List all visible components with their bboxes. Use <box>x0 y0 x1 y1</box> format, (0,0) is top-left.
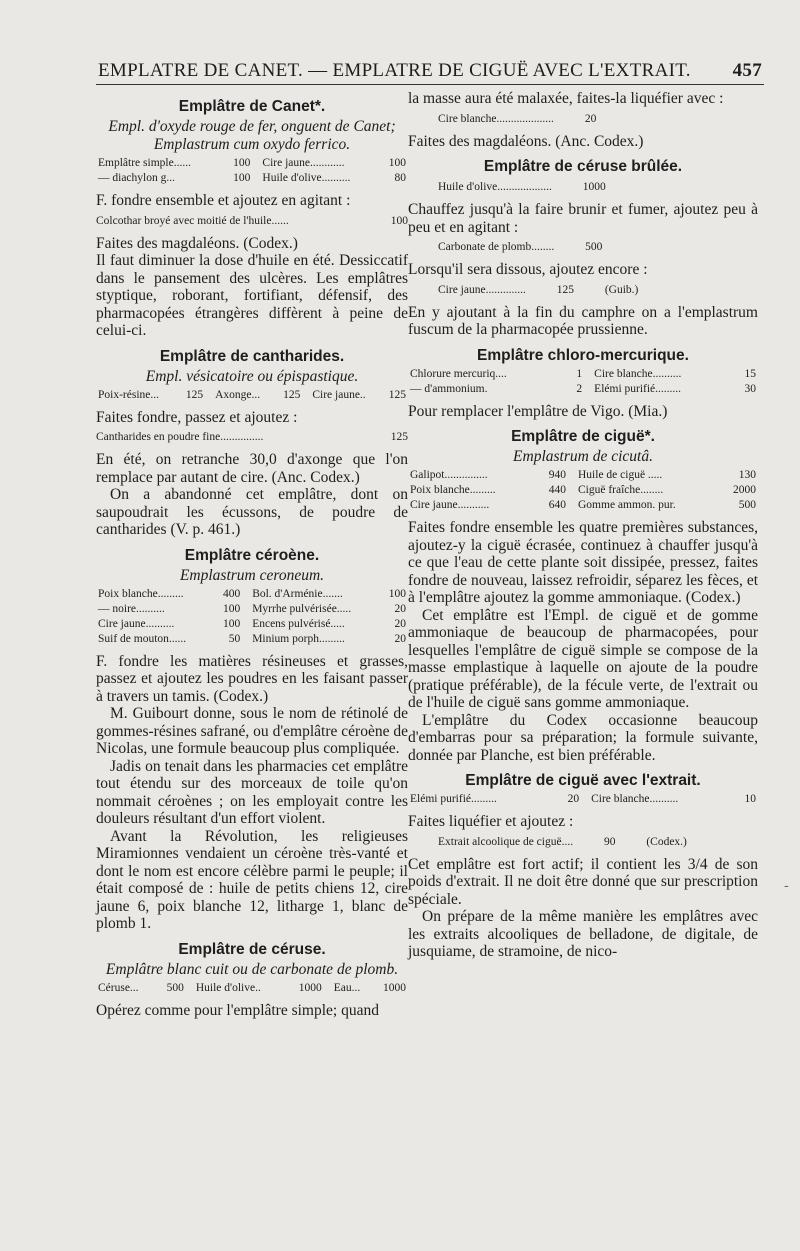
recipe-row <box>408 498 758 513</box>
quantity: 100 <box>233 172 251 184</box>
quantity: 500 <box>166 981 184 994</box>
canet-recipe <box>96 156 408 186</box>
quantity: 130 <box>738 469 756 481</box>
ingredient: Cire blanche.......... <box>591 793 679 805</box>
ingredient: Encens pulvérisé..... <box>252 617 345 630</box>
quantity: 940 <box>548 469 566 481</box>
ingredient: Huile d'olive................... <box>438 181 552 193</box>
quantity: 80 <box>394 172 406 184</box>
quantity: 100 <box>222 617 241 630</box>
quantity: 100 <box>388 157 406 169</box>
left-column <box>96 90 408 1019</box>
ingredient: Huile d'olive.......... <box>262 172 351 184</box>
ingredient: Poix blanche......... <box>410 484 496 496</box>
source-ref: (Guib.) <box>604 283 639 296</box>
recipe-row <box>96 156 408 171</box>
section-title-canet: Emplâtre de Canet*. <box>178 98 326 115</box>
quantity: 400 <box>222 587 241 600</box>
recipe-row <box>96 981 408 996</box>
recipe-row <box>408 468 758 483</box>
paragraph: L'emplâtre du Codex occasionne beaucoup d'embarras pour sa préparation; la formule suivante, donnée par Planche, est bien préférable. <box>408 711 758 764</box>
paragraph: F. fondre les matières résineuses et grasses, passez et ajoutez les poudres en les faisant passer à travers un tamis. (Codex.) <box>96 652 408 705</box>
quantity: 500 <box>585 241 603 253</box>
quantity: 1000 <box>298 981 322 994</box>
ingredient: Cire jaune.......... <box>98 617 175 630</box>
ingredient: — d'ammonium. <box>410 382 488 395</box>
quantity: 20 <box>394 632 406 645</box>
ingredient: — noire.......... <box>98 602 165 615</box>
cigue-subtitle: Emplastrum de cicutâ. <box>513 448 653 465</box>
section-title-ceroene: Emplâtre céroène. <box>184 546 320 564</box>
ingredient: Emplâtre simple...... <box>98 157 191 169</box>
section-title-cigue-extrait: Emplâtre de ciguë avec l'extrait. <box>465 772 701 789</box>
section-title-ceruse-brulee: Emplâtre de céruse brûlée. <box>483 158 683 175</box>
paragraph: Cet emplâtre est fort actif; il contient les 3/4 de son poids d'extrait. Il ne doit être donné que sur prescription spéciale. <box>408 855 758 908</box>
quantity: 440 <box>548 484 566 496</box>
paragraph: Faites fondre ensemble les quatre premières substances, ajoutez-y la ciguë écrasée, continuez à chauffer jusqu'à ce que l'eau de cette plante soit dissipée, pressez, faites fondre de nouveau, laissez refroidir, séparez les fèces, et à l'emplâtre ajoutez la gomme ammoniaque. (Codex.) <box>408 519 758 606</box>
paragraph: Avant la Révolution, les religieuses Miramionnes vendaient un céroène très-vanté et dont le nom est encore célèbre parmi le peuple; il était composé de : huile de petits chiens 12, cire jaune 6, poix blanche 12, litharge 1, blanc de plomb 1. <box>96 827 408 932</box>
paragraph: Jadis on tenait dans les pharmacies cet emplâtre tout étendu sur des morceaux de toile qu'on nommait céroènes ; on les employait contre les douleurs résultant d'un effort violent. <box>96 757 408 827</box>
ingredient: Carbonate de plomb........ <box>438 241 555 253</box>
running-header <box>98 60 762 82</box>
paragraph: Lorsqu'il sera dissous, ajoutez encore : <box>408 261 648 278</box>
page-number: 457 <box>732 60 762 81</box>
ingredient-line <box>96 429 408 445</box>
header-title: EMPLATRE DE CANET. — EMPLATRE DE CIGUË AVEC L'EXTRAIT. <box>98 60 691 81</box>
paragraph: Cet emplâtre est l'Empl. de ciguë et de gomme ammoniaque de beaucoup de pharmacopées, pour lesquelles l'emplâtre de ciguë simple se compose de la masse emplastique à laquelle on ajoute de la poudre (pratique préférable), de la fécule verte, de l'extrait ou de l'huile de ciguë sans gomme ammoniaque. <box>408 606 758 711</box>
quantity: 100 <box>388 587 406 600</box>
quantity: 125 <box>388 388 406 401</box>
paragraph: Pour remplacer l'emplâtre de Vigo. (Mia.) <box>408 402 668 420</box>
paragraph: Faites fondre, passez et ajoutez : <box>96 408 298 426</box>
section-title-ceruse: Emplâtre de céruse. <box>178 940 326 958</box>
recipe-row <box>408 382 758 397</box>
ingredient-line <box>438 111 758 127</box>
ingredient-line <box>438 239 758 255</box>
paragraph: Il faut diminuer la dose d'huile en été. Dessiccatif dans le pansement des ulcères. Les emplâtres styptique, roborant, fortifiant, défensif, des pharmacopées étrangères diffèrent à peine de celui-ci. <box>96 252 408 339</box>
recipe-row <box>96 632 408 647</box>
ingredient: Cantharides en poudre fine............... <box>96 431 264 443</box>
ceruse-recipe <box>96 981 408 996</box>
recipe-row <box>96 587 408 602</box>
quantity: 100 <box>233 157 251 169</box>
ingredient-line <box>438 834 758 850</box>
recipe-row <box>408 367 758 382</box>
quantity: 640 <box>548 499 566 511</box>
ingredient: Eau... <box>333 981 361 994</box>
header-rule <box>96 84 764 85</box>
ingredient: Myrrhe pulvérisée..... <box>252 602 352 615</box>
quantity: 15 <box>744 367 756 380</box>
quantity: 90 <box>603 835 616 848</box>
ingredient: Poix-résine... <box>98 388 160 401</box>
ingredient: Huile de ciguë ..... <box>578 469 663 481</box>
margin-mark: - <box>784 878 789 894</box>
ingredient: Chlorure mercuriq.... <box>410 367 507 380</box>
quantity: 100 <box>222 602 241 615</box>
paragraph: Opérez comme pour l'emplâtre simple; quand <box>96 1001 379 1019</box>
chloro-recipe <box>408 367 758 397</box>
ingredient: Ciguë fraîche........ <box>578 484 664 496</box>
ingredient: — diachylon g... <box>98 172 175 184</box>
ceroene-recipe <box>96 587 408 647</box>
quantity: 10 <box>744 793 756 805</box>
paragraph: Faites liquéfier et ajoutez : <box>408 813 574 830</box>
quantity: 20 <box>567 793 580 805</box>
ingredient: Céruse... <box>98 981 139 994</box>
ingredient-line <box>96 213 408 229</box>
paragraph: En y ajoutant à la fin du camphre on a l'emplastrum fuscum de la pharmacopée prussienne. <box>408 303 758 338</box>
quantity: 125 <box>556 283 574 296</box>
ingredient: Cire jaune........... <box>410 499 490 511</box>
canet-subtitle-2: Emplastrum cum oxydo ferrico. <box>153 136 351 153</box>
quantity: 125 <box>390 431 408 443</box>
ceruse-subtitle: Emplâtre blanc cuit ou de carbonate de plomb. <box>105 960 399 978</box>
quantity: 20 <box>394 617 406 630</box>
paragraph: On prépare de la même manière les emplâtres avec les extraits alcooliques de belladone, de digitale, de jusquiame, de stramoine, de nico- <box>408 908 758 960</box>
ingredient: Elémi purifié......... <box>594 382 682 395</box>
ingredient: Cire blanche.......... <box>594 367 682 380</box>
quantity: 50 <box>228 632 241 645</box>
ingredient: Axonge... <box>215 388 261 401</box>
ingredient: Cire jaune............ <box>262 157 345 169</box>
ingredient: Gomme ammon. pur. <box>578 499 676 511</box>
paragraph: Faites des magdaléons. (Codex.) <box>96 234 298 252</box>
ingredient: Elémi purifié......... <box>410 793 497 805</box>
paragraph: F. fondre ensemble et ajoutez en agitant : <box>96 192 351 209</box>
right-column <box>408 90 758 961</box>
ingredient: Cire jaune.............. <box>438 283 526 296</box>
source-ref: (Codex.) <box>646 835 687 848</box>
quantity: 125 <box>283 388 301 401</box>
recipe-row <box>96 171 408 186</box>
cigue-recipe <box>408 468 758 513</box>
quantity: 1000 <box>582 181 606 193</box>
ingredient-line <box>438 282 758 298</box>
quantity: 500 <box>738 499 756 511</box>
ingredient: Poix blanche......... <box>98 587 184 600</box>
recipe-row <box>96 602 408 617</box>
cantharides-recipe <box>96 388 408 403</box>
quantity: 2 <box>576 382 583 395</box>
quantity: 125 <box>185 388 204 401</box>
section-title-cigue: Emplâtre de ciguë*. <box>511 428 655 445</box>
quantity: 20 <box>584 112 597 125</box>
paragraph: Faites des magdaléons. (Anc. Codex.) <box>408 132 644 150</box>
ingredient: Galipot............... <box>410 469 488 481</box>
quantity: 1 <box>576 367 583 380</box>
ingredient: Bol. d'Arménie....... <box>252 587 343 600</box>
quantity: 100 <box>390 214 408 227</box>
quantity: 30 <box>744 382 756 395</box>
ingredient-line <box>438 179 758 195</box>
paragraph: On a abandonné cet emplâtre, dont on saupoudrait les écussons, de poudre de cantharides (V. p. 461.) <box>96 486 408 538</box>
ingredient: Extrait alcoolique de ciguë.... <box>438 835 574 848</box>
ingredient: Minium porph......... <box>252 632 345 645</box>
paragraph: Chauffez jusqu'à la faire brunir et fumer, ajoutez peu à peu et en agitant : <box>408 201 758 236</box>
section-title-cantharides: Emplâtre de cantharides. <box>159 347 345 365</box>
ingredient: Cire blanche.................... <box>438 112 554 125</box>
quantity: 2000 <box>733 484 756 496</box>
paragraph: M. Guibourt donne, sous le nom de rétinolé de gommes-résines safrané, ou d'emplâtre céroène de Nicolas, une formule beaucoup plus compliquée. <box>96 705 408 757</box>
recipe-row <box>96 617 408 632</box>
quantity: 20 <box>394 602 406 615</box>
canet-subtitle-1: Empl. d'oxyde rouge de fer, onguent de Canet; <box>108 118 396 135</box>
ingredient: Cire jaune.. <box>312 388 366 401</box>
ingredient: Suif de mouton...... <box>98 632 187 645</box>
cantharides-subtitle: Empl. vésicatoire ou épispastique. <box>145 367 359 385</box>
paragraph: la masse aura été malaxée, faites-la liquéfier avec : <box>408 90 724 107</box>
extrait-recipe <box>408 792 758 807</box>
paragraph: En été, on retranche 30,0 d'axonge que l'on remplace par autant de cire. (Anc. Codex.) <box>96 451 408 486</box>
quantity: 1000 <box>383 981 406 994</box>
ingredient: Colcothar broyé avec moitié de l'huile...... <box>96 214 289 227</box>
ceroene-subtitle: Emplastrum ceroneum. <box>179 566 325 584</box>
ingredient: Huile d'olive.. <box>195 981 261 994</box>
recipe-row <box>96 388 408 403</box>
section-title-chloro: Emplâtre chloro-mercurique. <box>477 346 689 364</box>
recipe-row <box>408 792 758 807</box>
recipe-row <box>408 483 758 498</box>
